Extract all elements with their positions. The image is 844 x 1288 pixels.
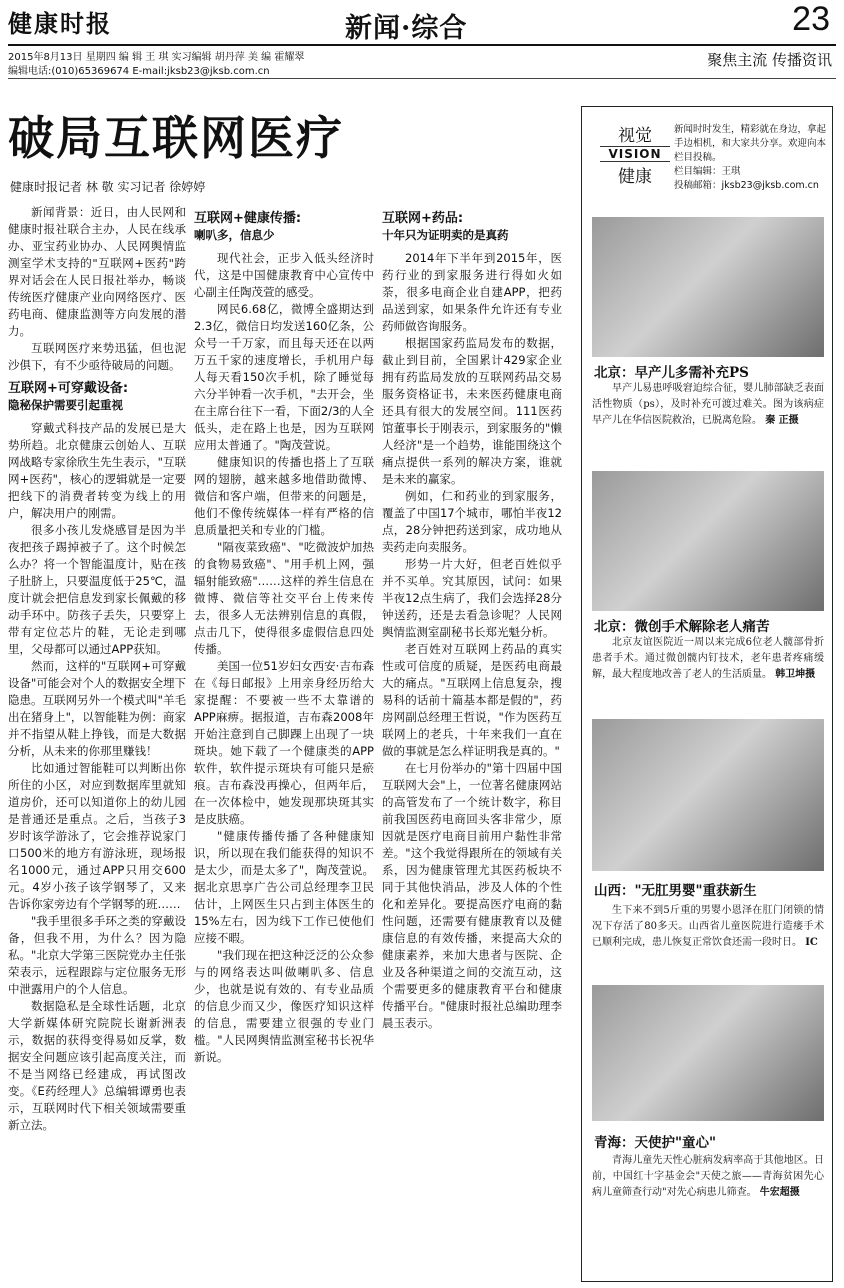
column-editor: 栏目编辑：王琪 bbox=[674, 166, 741, 177]
article-column-1 bbox=[8, 204, 186, 1280]
paragraph: 根据国家药监局发布的数据，截止到目前，全国累计429家企业拥有药监局发放的互联网药品交易服务资格证书，未来医药健康电商还具有很大的发展空间。111医药馆董事长于刚表示，到家服务的"懒人经济"是一个趋势，谁能围绕这个痛点提供一系列的解决方案，谁就是未来的赢家。 bbox=[382, 336, 562, 486]
story-title: 青海：天使护"童心" bbox=[594, 1135, 717, 1151]
health-label: 健康 bbox=[618, 167, 652, 187]
photo-credit: IC bbox=[805, 937, 818, 948]
paragraph: 在七月份举办的"第十四届中国互联网大会"上，一位著名健康网站的高管发布了一个统计数字，称目前我国医药电商回头客非常少，原因就是医疗电商目前用户黏性非常差。"这个我觉得跟所在的领域有关系，因为健康管理尤其医药板块不同于其他快消品，涉及人体的个性化和差异化。要提高医疗电商的黏性问题，还需要有健康教育以及健康信息的有效传播，来提高大众的健康素养，来加大患者与医院、企业及各种渠道之间的交流互动，这个需要更多的健康教育平台和健康传播平台。"健康时报社总编助理李晨玉表示。 bbox=[382, 761, 562, 1030]
story-body: 北京友谊医院近一周以来完成6位老人髋部骨折患者手术。通过微创髋内钉技术，老年患者疼痛缓解，最大程度地改善了老人的生活质量。 bbox=[592, 637, 824, 680]
section-1-title: 互联网+可穿戴设备: bbox=[8, 381, 129, 396]
paragraph: 现代社会，正步入低头经济时代，这是中国健康教育中心宣传中心副主任陶茂萱的感受。 bbox=[194, 251, 374, 299]
section-2-title: 互联网+健康传播: bbox=[194, 211, 302, 226]
story-title: 北京：微创手术解除老人痛苦 bbox=[594, 619, 770, 635]
story-title: 山西："无肛男婴"重获新生 bbox=[594, 883, 757, 899]
paragraph: 2014年下半年到2015年，医药行业的到家服务进行得如火如荼，很多电商企业自建APP，把药品送到家，如果条件允许还有专业药师做咨询服务。 bbox=[382, 251, 562, 333]
page-number: 23 bbox=[792, 0, 830, 38]
paragraph: 例如，仁和药业的到家服务，覆盖了中国17个城市，哪怕半夜12点，28分钟把药送到家，成功地从卖药走向卖服务。 bbox=[382, 489, 562, 554]
section-2-subtitle: 喇叭多，信息少 bbox=[194, 228, 275, 242]
article-column-3 bbox=[382, 204, 562, 1280]
paragraph: "我手里很多手环之类的穿戴设备，但我不用，为什么？因为隐私。"北京大学第三医院党办主任张荣表示，远程跟踪与定位服务无形中泄露用户的个人信息。 bbox=[8, 914, 186, 996]
meta-rule bbox=[8, 78, 836, 79]
photo-premature-infant bbox=[592, 217, 824, 357]
story-text bbox=[592, 381, 824, 429]
photo-credit: 牛宏超摄 bbox=[759, 1187, 800, 1198]
paragraph: "我们现在把这种泛泛的公众参与的网络表达叫做喇叭多、信息少，也就是说有效的、有专业品质的信息少而又少，像医疗知识这样的信息，需要建立很强的专业门槛。"人民网舆情监测室秘书长祝华新说。 bbox=[194, 948, 374, 1064]
vision-label-en: VISION bbox=[600, 146, 670, 162]
section-3-subtitle: 十年只为证明卖的是真药 bbox=[382, 228, 509, 242]
paragraph: 美国一位51岁妇女西安·吉布森在《每日邮报》上用亲身经历给大家提醒：不要被一些不太靠谱的APP麻痹。据报道，吉布森2008年开始注意到自己脚踝上出现了一块斑块。她下载了一个健康类的APP软件，软件提示斑块有可能只是瘀痕。吉布森没再操心，但两年后，在一次体检中，她发现那块斑其实是皮肤癌。 bbox=[194, 659, 374, 826]
story-body: 青海儿童先天性心脏病发病率高于其他地区。日前，中国红十字基金会"天使之旅——青海贫困先心病儿童筛查行动"对先心病患儿筛查。 bbox=[592, 1155, 824, 1198]
story-text bbox=[592, 1153, 824, 1201]
masthead-logo: 健康时报 bbox=[8, 9, 112, 38]
editor-contact: 编辑电话:(010)65369674 E-mail:jksb23@jksb.com.cn bbox=[8, 66, 270, 77]
photo-newborn-care bbox=[592, 719, 824, 871]
story-text bbox=[592, 635, 824, 683]
news-background: 新闻背景：近日，由人民网和健康时报社联合主办，人民在线承办、亚宝药业协办、人民网舆情监测室学术支持的"互联网+医药"跨界对话会在人民日报社举办，畅谈传统医疗健康产业向网络医疗、医药电商、健康监测等方向发展的潜力。 bbox=[8, 205, 186, 338]
paragraph: 比如通过智能鞋可以判断出你所住的小区，对应到数据库里就知道房价，还可以知道你上的幼儿园是普通还是重点。之后，当孩子3岁时该学游泳了，它会推荐说家门口500米的地方有游泳班，现场报名1000元，通过APP只用交600元。4岁小孩子该学钢琴了，又来告诉你家旁边有个学钢琴的班…… bbox=[8, 761, 186, 911]
photo-child-screening bbox=[592, 985, 824, 1121]
section-slogan: 聚焦主流 传播资讯 bbox=[707, 51, 832, 69]
photo-credit: 秦 正摄 bbox=[765, 415, 799, 426]
photo-credit: 韩卫坤摄 bbox=[775, 669, 816, 680]
submission-email: 投稿邮箱：jksb23@jksb.com.cn bbox=[674, 180, 819, 191]
paragraph: 形势一片大好，但老百姓似乎并不买单。究其原因，试问：如果半夜12点生病了，我们会选择28分钟送药，还是去看急诊呢？人民网舆情监测室副秘书长郑光魁分析。 bbox=[382, 557, 562, 639]
column-info bbox=[674, 123, 830, 193]
headline: 破局互联网医疗 bbox=[8, 111, 344, 165]
paragraph: 健康知识的传播也搭上了互联网的翅膀，越来越多地借助微博、微信和客户端，但带来的问题是，他们不像传统媒体一样有严格的信息质量把关和专业的门槛。 bbox=[194, 455, 374, 537]
photo-elderly-patient bbox=[592, 471, 824, 611]
byline: 健康时报记者 林 敬 实习记者 徐婷婷 bbox=[10, 180, 206, 194]
story-body: 早产儿易患呼吸窘迫综合征，婴儿肺部缺乏表面活性物质（ps），及时补充可渡过难关。图为该病症早产儿在华信医院救治，已脱离危险。 bbox=[592, 383, 824, 426]
paragraph: 很多小孩儿发烧感冒是因为半夜把孩子踢掉被子了。这个时候怎么办？将一个智能温度计，贴在孩子肚脐上，只要温度低于25℃，温度计就会把信息发到家长佩戴的移动手环中。防孩子丢失，只要穿上带有定位芯片的鞋，无论走到哪里，父母都可以通过APP获知。 bbox=[8, 523, 186, 656]
vision-health-sidebar bbox=[581, 106, 833, 1282]
story-text bbox=[592, 903, 824, 951]
paragraph: 穿戴式科技产品的发展已是大势所趋。北京健康云创始人、互联网战略专家徐欣生先生表示，"互联网+医药"，核心的逻辑就是一定要把线下的消费者转变为线上的用户，解决用户的刚需。 bbox=[8, 421, 186, 520]
intro-paragraph: 互联网医疗来势迅猛，但也泥沙俱下，有不少亟待破局的问题。 bbox=[8, 341, 186, 372]
section-title: 新闻·综合 bbox=[345, 13, 468, 44]
story-body: 生下来不到5斤重的男婴小恩泽在肛门闭锁的情况下存活了80多天。山西省儿童医院进行造瘘手术已顺利完成，患儿恢复正常饮食还需一段时日。 bbox=[592, 905, 824, 948]
paragraph: 数据隐私是全球性话题，北京大学新媒体研究院院长谢新洲表示，数据的获得变得易如反掌，数据安全问题应该引起高度关注，而不是当网络已经建成，再试图改变。《E药经理人》总编辑谭勇也表示，互联网时代下相关领域需要重新立法。 bbox=[8, 999, 186, 1132]
top-rule bbox=[8, 44, 836, 46]
vision-badge bbox=[600, 121, 670, 187]
story-title: 北京：早产儿多需补充PS bbox=[594, 365, 749, 381]
article-column-2 bbox=[194, 204, 374, 1280]
paragraph: 老百姓对互联网上药品的真实性或可信度的质疑，是医药电商最大的痛点。"互联网上信息复杂，搜易科的话前十篇基本都是假的"，药房网副总经理王哲说，"作为医药互联网上的老兵，十年来我们一直在做的事就是怎么样证明我是真的。" bbox=[382, 642, 562, 758]
paragraph: 网民6.68亿，微博全盛期达到2.3亿，微信日均发送160亿条，公众号一千万家，而且每天还在以两万五千家的速度增长，手机用户每人每天看150次手机，除了睡觉每六分半钟看一次手机，"去开会，坐在主席台往下一看，下面2/3的人全低头，走在路上也是，因为互联网应用太普通了。"陶茂萱说。 bbox=[194, 302, 374, 452]
vision-label-cn: 视觉 bbox=[618, 126, 652, 146]
section-1-subtitle: 隐秘保护需要引起重视 bbox=[8, 398, 123, 412]
issue-meta: 2015年8月13日 星期四 编 辑 王 琪 实习编辑 胡丹萍 美 编 霍耀翠 bbox=[8, 52, 305, 63]
paragraph: 然而，这样的"互联网+可穿戴设备"可能会对个人的数据安全埋下隐患。互联网另外一个模式叫"羊毛出在猪身上"，以智能鞋为例：商家并不指望从鞋上挣钱，而是大数据分析，从未来的你那里赚钱！ bbox=[8, 659, 186, 758]
paragraph: "隔夜菜致癌"、"吃微波炉加热的食物易致癌"、"用手机上网，强辐射能致癌"……这样的养生信息在微博、微信等社交平台上传来传去，很多人无法辨别信息的真假，点击几下，使得很多虚假信息四处传播。 bbox=[194, 540, 374, 656]
section-3-title: 互联网+药品: bbox=[382, 211, 464, 226]
paragraph: "健康传播传播了各种健康知识，所以现在我们能获得的知识不是太少，而是太多了"，陶茂萱说。据北京思享广告公司总经理李卫民估计，上网医生只占到主体医生的15%左右，因为线下工作已使他们应接不暇。 bbox=[194, 829, 374, 945]
column-intro: 新闻时时发生，精彩就在身边，拿起手边相机，和大家共分享。欢迎向本栏目投稿。 bbox=[674, 124, 827, 163]
